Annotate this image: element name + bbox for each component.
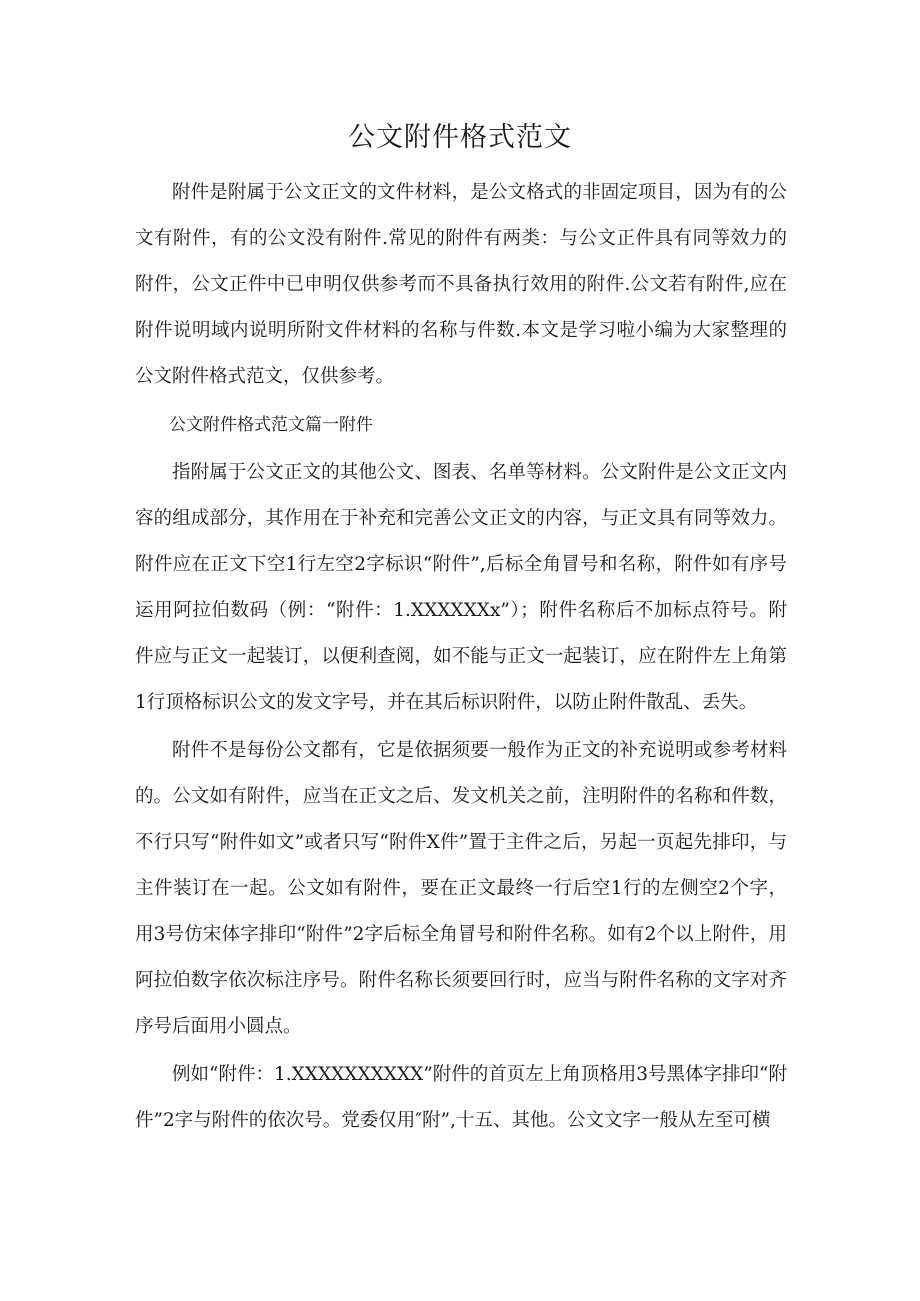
document-title: 公文附件格式范文 xyxy=(348,122,572,153)
paragraph-intro: 附件是附属于公文正文的文件材料，是公文格式的非固定项目，因为有的公文有附件，有的公文没有附件.常见的附件有两类：与公文正件具有同等效力的附件，公文正件中已申明仅供参考而不具备执行效用的附件.公文若有附件,应在附件说明域内说明所附文件材料的名称与件数.本文是学习啦小编为大家整理的公文附件格式范文，仅供参考。 xyxy=(135,182,787,387)
section-heading: 公文附件格式范文篇一附件 xyxy=(169,415,373,435)
document-body xyxy=(135,170,787,1144)
paragraph-example: 例如“附件：1.XXXXXXXXXX”附件的首页左上角顶格用3号黑体字排印“附件”2字与附件的依次号。党委仅用″附”,十五、其他。公文文字一般从左至可横 xyxy=(135,1064,788,1131)
paragraph-definition: 指附属于公文正文的其他公文、图表、名单等材料。公文附件是公文正文内容的组成部分，其作用在于补充和完善公文正文的内容，与正文具有同等效力。附件应在正文下空1行左空2字标识“附件”,后标全角冒号和名称，附件如有序号运用阿拉伯数码（例：“附件：1.XXXXXXx”）；附件名称后不加标点符号。附件应与正文一起装订，以便利查阅，如不能与正文一起装订，应在附件左上角第1行顶格标识公文的发文字号，并在其后标识附件，以防止附件散乱、丢失。 xyxy=(135,462,787,713)
paragraph-usage: 附件不是每份公文都有，它是依据须要一般作为正文的补充说明或参考材料的。公文如有附件，应当在正文之后、发文机关之前，注明附件的名称和件数，不行只写“附件如文”或者只写“附件X件”置于主件之后，另起一页起先排印，与主件装订在一起。公文如有附件，要在正文最终一行后空1行的左侧空2个字，用3号仿宋体字排印“附件”2字后标全角冒号和附件名称。如有2个以上附件，用阿拉伯数字依次标注序号。附件名称长须要回行时，应当与附件名称的文字对齐序号后面用小圆点。 xyxy=(135,740,787,1037)
